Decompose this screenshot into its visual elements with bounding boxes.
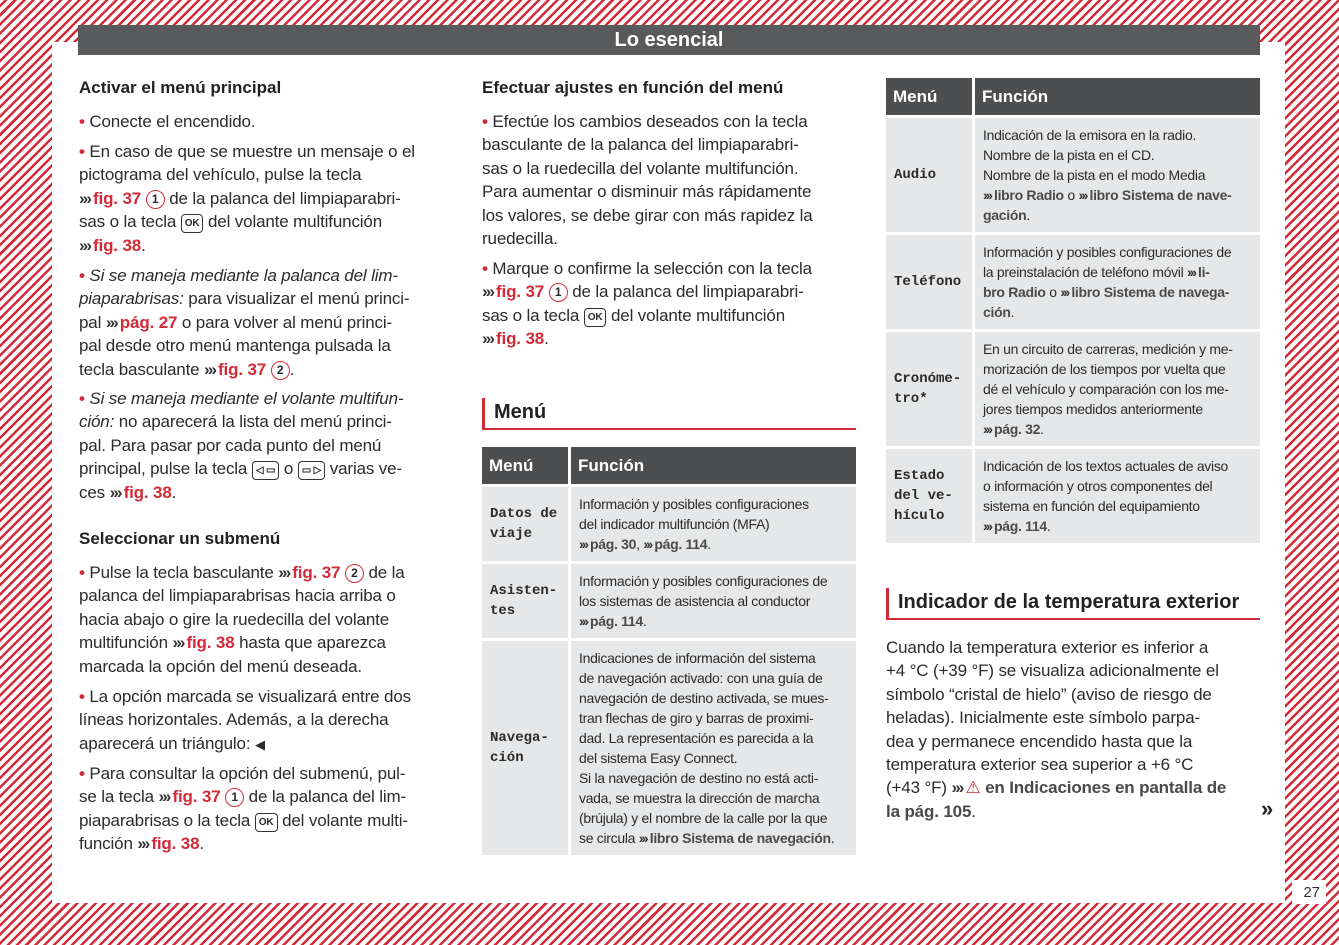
cross-reference-link[interactable]: libro Radio [994, 187, 1064, 203]
table-row [482, 641, 856, 855]
cross-reference-link[interactable]: fig. 37 [218, 359, 271, 379]
paragraph [79, 110, 454, 133]
cross-reference-link[interactable]: pág. 114 [654, 536, 708, 552]
cross-reference-link[interactable]: fig. 37 [92, 188, 146, 208]
bullet: • [79, 764, 90, 783]
cross-reference-link[interactable]: libro Sistema de nave- gación [983, 187, 1232, 223]
cross-reference-link[interactable]: fig. 38 [92, 235, 142, 255]
function-cell [571, 487, 856, 561]
italic-text: Si se maneja mediante el volante multifun- ción: [79, 389, 404, 432]
text: Pulse la tecla basculante [89, 563, 279, 582]
menu-cell: Cronóme- tro* [886, 332, 972, 446]
text: . [544, 329, 549, 349]
text: . [1026, 207, 1030, 223]
italic-text: Si se maneja mediante la palanca del lim- piaparabrisas: [79, 266, 398, 309]
paragraph [79, 264, 454, 381]
cross-reference-link[interactable]: pág. 27 [119, 312, 178, 332]
text: de la palanca del limpiaparabrisas hacia arriba o hacia abajo o gire la ruedecilla del volante multifunción [79, 563, 405, 653]
text: Indicaciones de información del sistema de navegación activado: con una guía de navegación de destino activada, se mues- tran flechas de giro y barras de proximi- dad. La representación es parecida a la del sistema Easy Connect. Si la navegación de destino no está acti- vada, se muestra la dirección de marcha (brújula) y el nombre de la calle por la que se circula [579, 650, 829, 846]
arrow-reference-icon: ››› [1187, 264, 1195, 280]
column-header: Función [975, 78, 1260, 115]
text: o [279, 459, 298, 479]
section-title-menu: Menú [482, 398, 856, 430]
text: Marque o confirme la selección con la tecla [492, 259, 812, 278]
warning-icon: ⚠ [965, 778, 981, 798]
cross-reference-link[interactable]: fig. 38 [186, 633, 235, 653]
text: de la palanca del lim- piaparabrisas o la tecla [79, 787, 407, 830]
cross-reference-link[interactable]: pág. 114 [994, 518, 1047, 534]
cross-reference-link[interactable]: fig. 38 [151, 834, 200, 854]
text: En caso de que se muestre un mensaje o el pictograma del vehículo, pulse la tecla [79, 142, 415, 185]
paragraph [79, 762, 454, 856]
text: Conecte el encendido. [89, 112, 256, 131]
text: . [141, 235, 146, 255]
cross-reference-link[interactable]: fig. 38 [123, 482, 172, 502]
text: Efectúe los cambios deseados con la tecla basculante de la palanca del limpiaparabri- sas o la ruedecilla del volante multifunción. Para aumentar o disminuir más rápidamente los valores, se debe girar con más rapidez la ruedecilla. [482, 112, 813, 249]
arrow-reference-icon: ››› [1060, 284, 1069, 300]
key-icon: ▭ ▷ [298, 461, 325, 480]
column-header: Función [571, 447, 856, 484]
menu-cell: Estado del ve- hículo [886, 449, 972, 543]
text: hasta que aparezca marcada la opción del menú deseada. [79, 633, 386, 676]
menu-cell: Audio [886, 118, 972, 232]
text: del volante multifunción [207, 212, 383, 232]
bullet: • [482, 259, 493, 278]
key-icon: OK [584, 308, 607, 327]
text: Indicación de la emisora en la radio. Nombre de la pista en el CD. Nombre de la pista en el modo Media [983, 127, 1206, 183]
bullet: • [79, 687, 90, 706]
key-icon: OK [181, 214, 204, 233]
arrow-reference-icon: ››› [983, 421, 991, 437]
arrow-reference-icon: ››› [482, 329, 493, 349]
text: Para consultar la opción del submenú, pul- se la tecla [79, 764, 406, 807]
arrow-reference-icon: ››› [137, 834, 149, 854]
text: . [971, 801, 976, 821]
text: , [636, 536, 644, 552]
heading-seleccionar-submenu: Seleccionar un submenú [79, 529, 281, 548]
bullet: • [482, 112, 493, 131]
text: . [199, 834, 204, 854]
text: de la palanca del limpiaparabri- sas o la tecla [79, 188, 401, 232]
text: o para volver al menú princi- pal desde otro menú mantenga pulsada la tecla basculante [79, 312, 393, 379]
text: de la palanca del limpiaparabri- sas o la tecla [482, 282, 804, 325]
section-title-temperatura: Indicador de la temperatura exterior [886, 588, 1260, 620]
menu-cell: Teléfono [886, 235, 972, 329]
cross-reference-link[interactable]: fig. 38 [495, 329, 545, 349]
arrow-reference-icon: ››› [109, 482, 121, 502]
callout-number: 1 [146, 190, 165, 209]
text: . [830, 830, 835, 846]
arrow-reference-icon: ››› [278, 563, 290, 582]
menu-cell: Datos de viaje [482, 487, 568, 561]
text: . [289, 359, 295, 379]
text: del volante multifunción [610, 305, 786, 325]
cross-reference-link[interactable]: fig. 37 [495, 282, 549, 302]
callout-number: 1 [549, 283, 568, 302]
paragraph [79, 561, 454, 678]
bullet: • [79, 389, 90, 408]
function-cell [975, 118, 1260, 232]
arrow-reference-icon: ››› [158, 787, 170, 807]
text: Cuando la temperatura exterior es inferior a +4 °C (+39 °F) se visualiza adicionalmente el símbolo “cristal de hielo” (aviso de riesgo de heladas). Inicialmente este símbolo parpa- dea y permanece encendido hasta que la temperatura exterior sea superior a +6 °C (+43 °F) [886, 638, 1219, 798]
continue-icon: » [1261, 796, 1274, 821]
cross-reference-link[interactable]: pág. 32 [994, 421, 1041, 437]
arrow-reference-icon: ››› [1078, 187, 1087, 203]
heading-activar-menu: Activar el menú principal [79, 78, 282, 97]
menu-cell: Navega- ción [482, 641, 568, 855]
text: del volante multi- función [79, 810, 408, 854]
menu-cell: Asisten- tes [482, 564, 568, 638]
cross-reference-link[interactable]: fig. 37 [292, 563, 345, 582]
bullet: • [79, 142, 90, 161]
text: La opción marcada se visualizará entre dos líneas horizontales. Además, a la derecha aparecerá un triángulo: [79, 687, 411, 753]
page-number: 27 [1292, 880, 1326, 904]
text: para visualizar el menú princi- pal [79, 289, 410, 332]
text: Información y posibles configuraciones del indicador multifunción (MFA) [579, 496, 809, 532]
text: . [642, 613, 647, 629]
cross-reference-link[interactable]: pág. 30 [590, 536, 637, 552]
menu-table-1 [479, 444, 859, 858]
cross-reference-link[interactable]: en Indicaciones en pantalla de la pág. 105 [886, 778, 1227, 821]
chapter-header: Lo esencial [78, 25, 1260, 55]
arrow-reference-icon: ››› [105, 312, 117, 332]
cross-reference-link[interactable]: libro Sistema de navega- ción [983, 284, 1230, 320]
cross-reference-link[interactable]: li- bro Radio [983, 264, 1210, 300]
arrow-reference-icon: ››› [79, 235, 90, 255]
function-cell [975, 332, 1260, 446]
paragraph [79, 140, 454, 257]
bullet: • [79, 112, 90, 131]
text: . [707, 536, 711, 552]
callout-number: 2 [271, 361, 290, 380]
table-row [886, 118, 1260, 232]
arrow-reference-icon: ››› [579, 613, 587, 629]
bullet: • [79, 266, 90, 285]
triangle-icon: ◀ [254, 736, 265, 752]
text: Información y posibles configuraciones de los sistemas de asistencia al conductor [579, 573, 828, 609]
key-icon: ◁ ▭ [252, 461, 279, 480]
column-header: Menú [886, 78, 972, 115]
cross-reference-link[interactable]: pág. 114 [590, 613, 643, 629]
function-cell [975, 235, 1260, 329]
table-row [886, 235, 1260, 329]
table-row [886, 332, 1260, 446]
function-cell [571, 564, 856, 638]
text: . [1010, 304, 1015, 320]
text: varias ve- ces [79, 459, 402, 502]
arrow-reference-icon: ››› [482, 282, 493, 302]
arrow-reference-icon: ››› [638, 830, 647, 846]
callout-number: 1 [225, 788, 244, 807]
arrow-reference-icon: ››› [983, 518, 991, 534]
text: . [1046, 518, 1051, 534]
arrow-reference-icon: ››› [579, 536, 587, 552]
text: En un circuito de carreras, medición y me- morización de los tiempos por vuelta que dé el vehículo y comparación con los me- jores tiempos medidos anteriormente [983, 341, 1233, 417]
arrow-reference-icon: ››› [172, 633, 184, 653]
column-header: Menú [482, 447, 568, 484]
function-cell [975, 449, 1260, 543]
cross-reference-link[interactable]: libro Sistema de navegación [649, 830, 831, 846]
arrow-reference-icon: ››› [204, 359, 216, 379]
callout-number: 2 [345, 564, 364, 583]
arrow-reference-icon: ››› [983, 187, 991, 203]
paragraph-temperatura [886, 636, 1264, 823]
arrow-reference-icon: ››› [79, 188, 90, 208]
text: . [171, 482, 177, 502]
text: Indicación de los textos actuales de aviso o información y otros componentes del sistema en función del equipamiento [983, 458, 1228, 514]
table-row [886, 449, 1260, 543]
text: o [1063, 187, 1079, 203]
table-header-row [482, 447, 856, 484]
text: o [1045, 284, 1061, 300]
text: . [1040, 421, 1044, 437]
key-icon: OK [255, 813, 278, 832]
function-cell [571, 641, 856, 855]
paragraph [482, 257, 860, 351]
table-row [482, 487, 856, 561]
bullet: • [79, 563, 90, 582]
cross-reference-link[interactable]: fig. 37 [172, 787, 226, 807]
heading-efectuar-ajustes: Efectuar ajustes en función del menú [482, 78, 784, 97]
paragraph [79, 685, 454, 756]
menu-table-2 [883, 75, 1263, 546]
table-row [482, 564, 856, 638]
paragraph [79, 387, 454, 504]
arrow-reference-icon: ››› [951, 778, 963, 798]
text: no aparecerá la lista del menú princi- pal. Para pasar por cada punto del menú principal, pulse la tecla [79, 412, 392, 479]
table-header-row [886, 78, 1260, 115]
paragraph [482, 110, 860, 250]
arrow-reference-icon: ››› [643, 536, 652, 552]
text: Información y posibles configuraciones de la preinstalación de teléfono móvil [983, 244, 1232, 280]
